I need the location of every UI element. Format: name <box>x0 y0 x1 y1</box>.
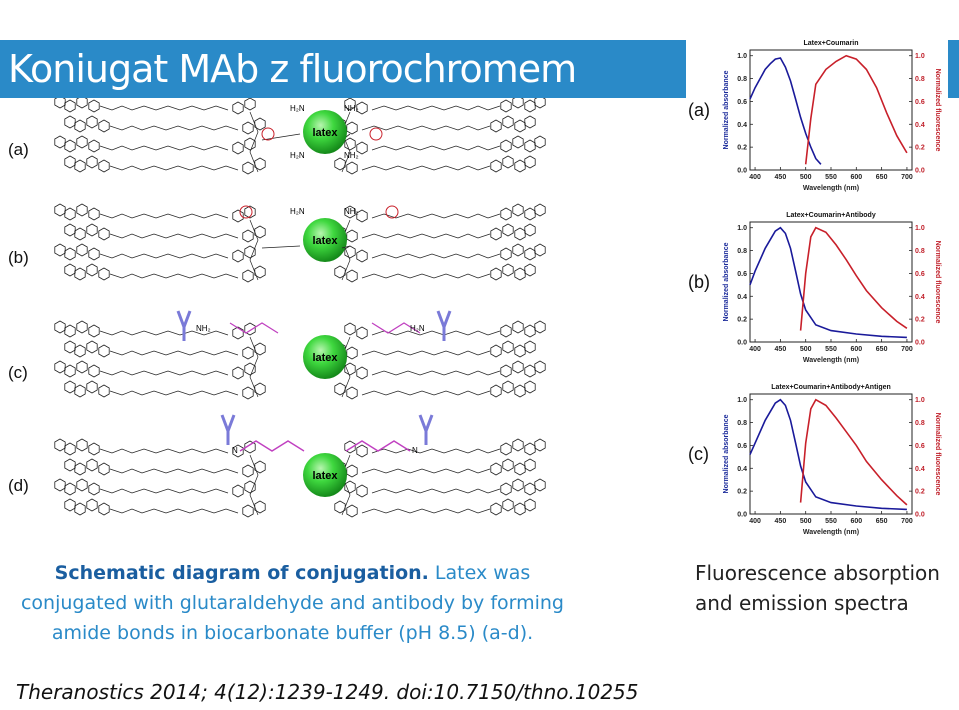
scheme-row-b <box>55 204 545 282</box>
y-tick-label-right: 0.8 <box>915 420 925 428</box>
series-line-0 <box>750 400 907 510</box>
x-tick-label: 600 <box>850 518 863 525</box>
x-tick-label: 500 <box>799 346 812 353</box>
y-tick-label-left: 0.0 <box>737 167 747 175</box>
y-tick-label-right: 0.6 <box>915 270 925 278</box>
caption-text: Latex was conjugated with glutaraldehyde and antibody by forming amide bonds in biocarbonate buffer (pH 8.5) (a-d). <box>20 562 564 644</box>
svg-text:N: N <box>412 446 418 455</box>
scheme-row-d <box>55 415 545 517</box>
y-tick-label-left: 1.0 <box>737 225 747 233</box>
x-tick-label: 550 <box>825 346 837 353</box>
y-tick-label-left: 0.4 <box>737 465 747 473</box>
spectrum-b <box>686 202 948 374</box>
citation: Theranostics 2014; 4(12):1239-1249. doi:10.7150/thno.10255 <box>16 680 639 704</box>
y-axis-title-right: Normalized fluorescence <box>934 240 941 324</box>
spectrum-panel-label: (a) <box>688 100 710 120</box>
y-tick-label-right: 0.4 <box>915 465 925 473</box>
y-tick-label-left: 0.8 <box>737 248 747 256</box>
x-tick-label: 500 <box>799 518 812 525</box>
x-tick-label: 700 <box>901 518 913 525</box>
spectra-caption: Fluorescence absorption and emission spectra <box>695 561 940 615</box>
latex-label-c: latex <box>312 352 338 364</box>
y-tick-label-right: 1.0 <box>915 397 925 405</box>
spectrum-panel-label: (c) <box>688 444 709 464</box>
series-line-0 <box>750 228 907 338</box>
y-axis-title-left: Normalized absorbance <box>723 414 730 494</box>
y-tick-label-right: 0.0 <box>915 167 925 175</box>
y-tick-label-left: 0.8 <box>737 76 747 84</box>
svg-text:NH₂: NH₂ <box>344 151 359 160</box>
x-tick-label: 450 <box>774 174 787 181</box>
latex-label-d: latex <box>312 470 338 482</box>
x-axis-title: Wavelength (nm) <box>802 529 860 536</box>
panel-label-c: (c) <box>8 363 28 382</box>
x-tick-label: 600 <box>850 346 863 353</box>
svg-text:NH₂: NH₂ <box>196 324 211 333</box>
scheme-row-c <box>55 311 545 399</box>
y-tick-label-right: 0.8 <box>915 248 925 256</box>
x-tick-label: 450 <box>774 518 787 525</box>
spectra-panel <box>686 30 948 545</box>
x-tick-label: 650 <box>875 518 888 525</box>
y-tick-label-right: 0.4 <box>915 293 925 301</box>
x-tick-label: 650 <box>875 174 888 181</box>
x-tick-label: 400 <box>749 174 761 181</box>
svg-text:NH₂: NH₂ <box>344 104 359 113</box>
y-tick-label-right: 0.6 <box>915 442 925 450</box>
x-axis-title: Wavelength (nm) <box>802 357 860 364</box>
spectrum-panel-label: (b) <box>688 272 710 292</box>
svg-text:H₂N: H₂N <box>410 324 425 333</box>
y-tick-label-right: 0.8 <box>915 76 925 84</box>
plot-frame <box>750 222 912 342</box>
y-tick-label-right: 0.2 <box>915 316 925 324</box>
y-axis-title-right: Normalized fluorescence <box>934 412 941 496</box>
y-tick-label-right: 0.2 <box>915 144 925 152</box>
caption-bold: Schematic diagram of conjugation. <box>54 562 429 584</box>
svg-text:NH₂: NH₂ <box>344 207 359 216</box>
y-axis-title-left: Normalized absorbance <box>723 70 730 150</box>
y-tick-label-left: 0.2 <box>737 316 747 324</box>
panel-label-d: (d) <box>8 476 29 495</box>
spectrum-title: Latex+Coumarin+Antibody+Antigen <box>771 384 891 391</box>
y-tick-label-left: 0.6 <box>737 442 747 450</box>
series-line-1 <box>801 400 907 505</box>
latex-label-a: latex <box>312 127 338 139</box>
x-tick-label: 400 <box>749 346 761 353</box>
y-axis-title-right: Normalized fluorescence <box>934 68 941 152</box>
y-tick-label-right: 1.0 <box>915 225 925 233</box>
y-tick-label-right: 0.4 <box>915 121 925 129</box>
spectrum-title: Latex+Coumarin <box>803 40 859 47</box>
spectrum-title: Latex+Coumarin+Antibody <box>786 212 876 219</box>
y-tick-label-left: 0.2 <box>737 144 747 152</box>
x-tick-label: 700 <box>901 346 913 353</box>
panel-label-b: (b) <box>8 248 29 267</box>
y-tick-label-left: 0.0 <box>737 511 747 519</box>
x-tick-label: 450 <box>774 346 787 353</box>
y-tick-label-left: 1.0 <box>737 53 747 61</box>
x-tick-label: 550 <box>825 518 837 525</box>
x-tick-label: 500 <box>799 174 812 181</box>
x-tick-label: 400 <box>749 518 761 525</box>
svg-text:H₂N: H₂N <box>290 151 305 160</box>
svg-text:H₂N: H₂N <box>290 207 305 216</box>
panel-label-a: (a) <box>8 140 29 159</box>
y-tick-label-left: 1.0 <box>737 397 747 405</box>
series-line-1 <box>806 56 907 165</box>
svg-text:H₂N: H₂N <box>290 104 305 113</box>
y-tick-label-right: 0.2 <box>915 488 925 496</box>
y-tick-label-left: 0.8 <box>737 420 747 428</box>
scheme-caption <box>20 558 565 648</box>
series-line-1 <box>801 228 907 331</box>
x-axis-title: Wavelength (nm) <box>802 185 860 192</box>
y-tick-label-left: 0.4 <box>737 121 747 129</box>
x-tick-label: 700 <box>901 174 913 181</box>
scheme-drawing <box>0 98 600 553</box>
y-tick-label-right: 0.0 <box>915 511 925 519</box>
latex-label-b: latex <box>312 235 338 247</box>
x-tick-label: 650 <box>875 346 888 353</box>
x-tick-label: 600 <box>850 174 863 181</box>
y-tick-label-right: 0.0 <box>915 339 925 347</box>
y-tick-label-left: 0.2 <box>737 488 747 496</box>
slide-title: Koniugat MAb z fluorochromem <box>8 47 577 91</box>
y-tick-label-left: 0.6 <box>737 98 747 106</box>
y-tick-label-left: 0.4 <box>737 293 747 301</box>
svg-text:N: N <box>232 446 238 455</box>
y-tick-label-left: 0.0 <box>737 339 747 347</box>
conjugation-scheme <box>0 98 600 553</box>
spectrum-a <box>686 30 948 202</box>
plot-frame <box>750 50 912 170</box>
series-line-0 <box>750 58 821 164</box>
y-tick-label-left: 0.6 <box>737 270 747 278</box>
y-tick-label-right: 0.6 <box>915 98 925 106</box>
x-tick-label: 550 <box>825 174 837 181</box>
scheme-row-a <box>55 98 545 174</box>
y-tick-label-right: 1.0 <box>915 53 925 61</box>
y-axis-title-left: Normalized absorbance <box>723 242 730 322</box>
spectrum-c <box>686 374 948 546</box>
